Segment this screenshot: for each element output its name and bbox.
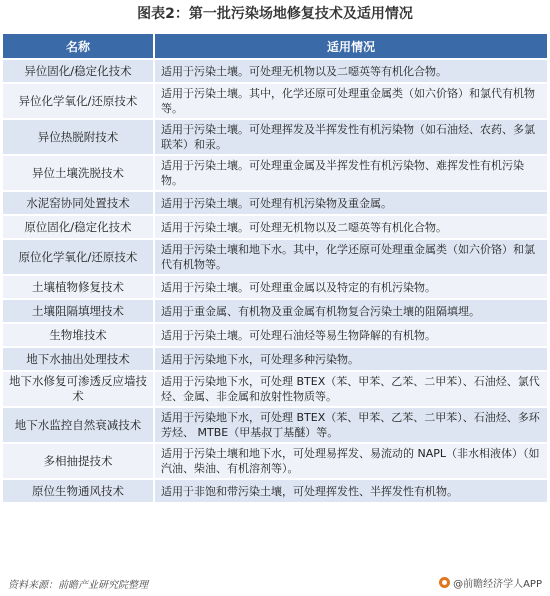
- tech-name: 原位固化/稳定化技术: [3, 216, 155, 240]
- tech-applicability: 适用于污染土壤。可处理无机物以及二噁英等有机化合物。: [155, 60, 547, 84]
- table-row: [3, 348, 547, 372]
- tech-name: 多相抽提技术: [3, 444, 155, 480]
- tech-applicability: 适用于污染地下水，可处理多种污染物。: [155, 348, 547, 372]
- table-row: [3, 324, 547, 348]
- header-applicability: 适用情况: [155, 34, 547, 60]
- table-row: [3, 84, 547, 120]
- tech-applicability: 适用于污染土壤。可处理石油烃等易生物降解的有机物。: [155, 324, 547, 348]
- table-header-row: [3, 34, 547, 60]
- tech-name: 异位固化/稳定化技术: [3, 60, 155, 84]
- tech-applicability: 适用于污染土壤。其中，化学还原可处理重金属类（如六价铬）和氯代有机物等。: [155, 84, 547, 120]
- table-row: [3, 276, 547, 300]
- table-row: [3, 480, 547, 504]
- tech-name: 异位热脱附技术: [3, 120, 155, 156]
- tech-applicability: 适用于污染地下水，可处理 BTEX（苯、甲苯、乙苯、二甲苯）、石油烃、多环芳烃、 MTBE（甲基叔丁基醚）等。: [155, 408, 547, 444]
- source-note: 资料来源：前瞻产业研究院整理: [8, 580, 148, 591]
- tech-name: 地下水监控自然衰减技术: [3, 408, 155, 444]
- figure-title: 图表2：第一批污染场地修复技术及适用情况: [137, 6, 413, 22]
- brand-footer: [439, 575, 542, 590]
- tech-applicability: 适用于污染土壤。可处理重金属及半挥发性有机污染物、难挥发性有机污染物。: [155, 156, 547, 192]
- tech-applicability: 适用于污染地下水，可处理 BTEX（苯、甲苯、乙苯、二甲苯）、石油烃、氯代烃、金属、非金属和放射性物质等。: [155, 372, 547, 408]
- tech-name: 原位化学氧化/还原技术: [3, 240, 155, 276]
- tech-applicability: 适用于污染土壤。可处理挥发及半挥发性有机污染物（如石油烃、农药、多氯联苯）和汞。: [155, 120, 547, 156]
- tech-applicability: 适用于重金属、有机物及重金属有机物复合污染土壤的阻隔填埋。: [155, 300, 547, 324]
- table-row: [3, 444, 547, 480]
- table-row: [3, 192, 547, 216]
- table-row: [3, 60, 547, 84]
- tech-name: 地下水修复可渗透反应墙技术: [3, 372, 155, 408]
- tech-name: 原位生物通风技术: [3, 480, 155, 504]
- table-row: [3, 300, 547, 324]
- tech-name: 生物堆技术: [3, 324, 155, 348]
- tech-applicability: 适用于污染土壤和地下水，可处理易挥发、易流动的 NAPL（非水相液体）（如汽油、柴油、有机溶剂等）。: [155, 444, 547, 480]
- brand-label: @前瞻经济学人APP: [453, 579, 542, 590]
- table-row: [3, 372, 547, 408]
- brand-logo-icon: [439, 577, 450, 588]
- tech-name: 土壤阻隔填埋技术: [3, 300, 155, 324]
- tech-applicability: 适用于污染土壤。可处理重金属以及特定的有机污染物。: [155, 276, 547, 300]
- tech-applicability: 适用于污染土壤。可处理有机污染物及重金属。: [155, 192, 547, 216]
- tech-applicability: 适用于污染土壤。可处理无机物以及二噁英等有机化合物。: [155, 216, 547, 240]
- tech-name: 异位土壤洗脱技术: [3, 156, 155, 192]
- tech-applicability: 适用于污染土壤和地下水。其中，化学还原可处理重金属类（如六价铬）和氯代有机物等。: [155, 240, 547, 276]
- tech-applicability: 适用于非饱和带污染土壤，可处理挥发性、半挥发性有机物。: [155, 480, 547, 504]
- header-name: 名称: [3, 34, 155, 60]
- tech-name: 土壤植物修复技术: [3, 276, 155, 300]
- table-row: [3, 408, 547, 444]
- table-row: [3, 240, 547, 276]
- table-row: [3, 156, 547, 192]
- tech-name: 地下水抽出处理技术: [3, 348, 155, 372]
- table-row: [3, 216, 547, 240]
- table-row: [3, 120, 547, 156]
- remediation-tech-table: [3, 34, 547, 504]
- tech-name: 水泥窑协同处置技术: [3, 192, 155, 216]
- tech-name: 异位化学氧化/还原技术: [3, 84, 155, 120]
